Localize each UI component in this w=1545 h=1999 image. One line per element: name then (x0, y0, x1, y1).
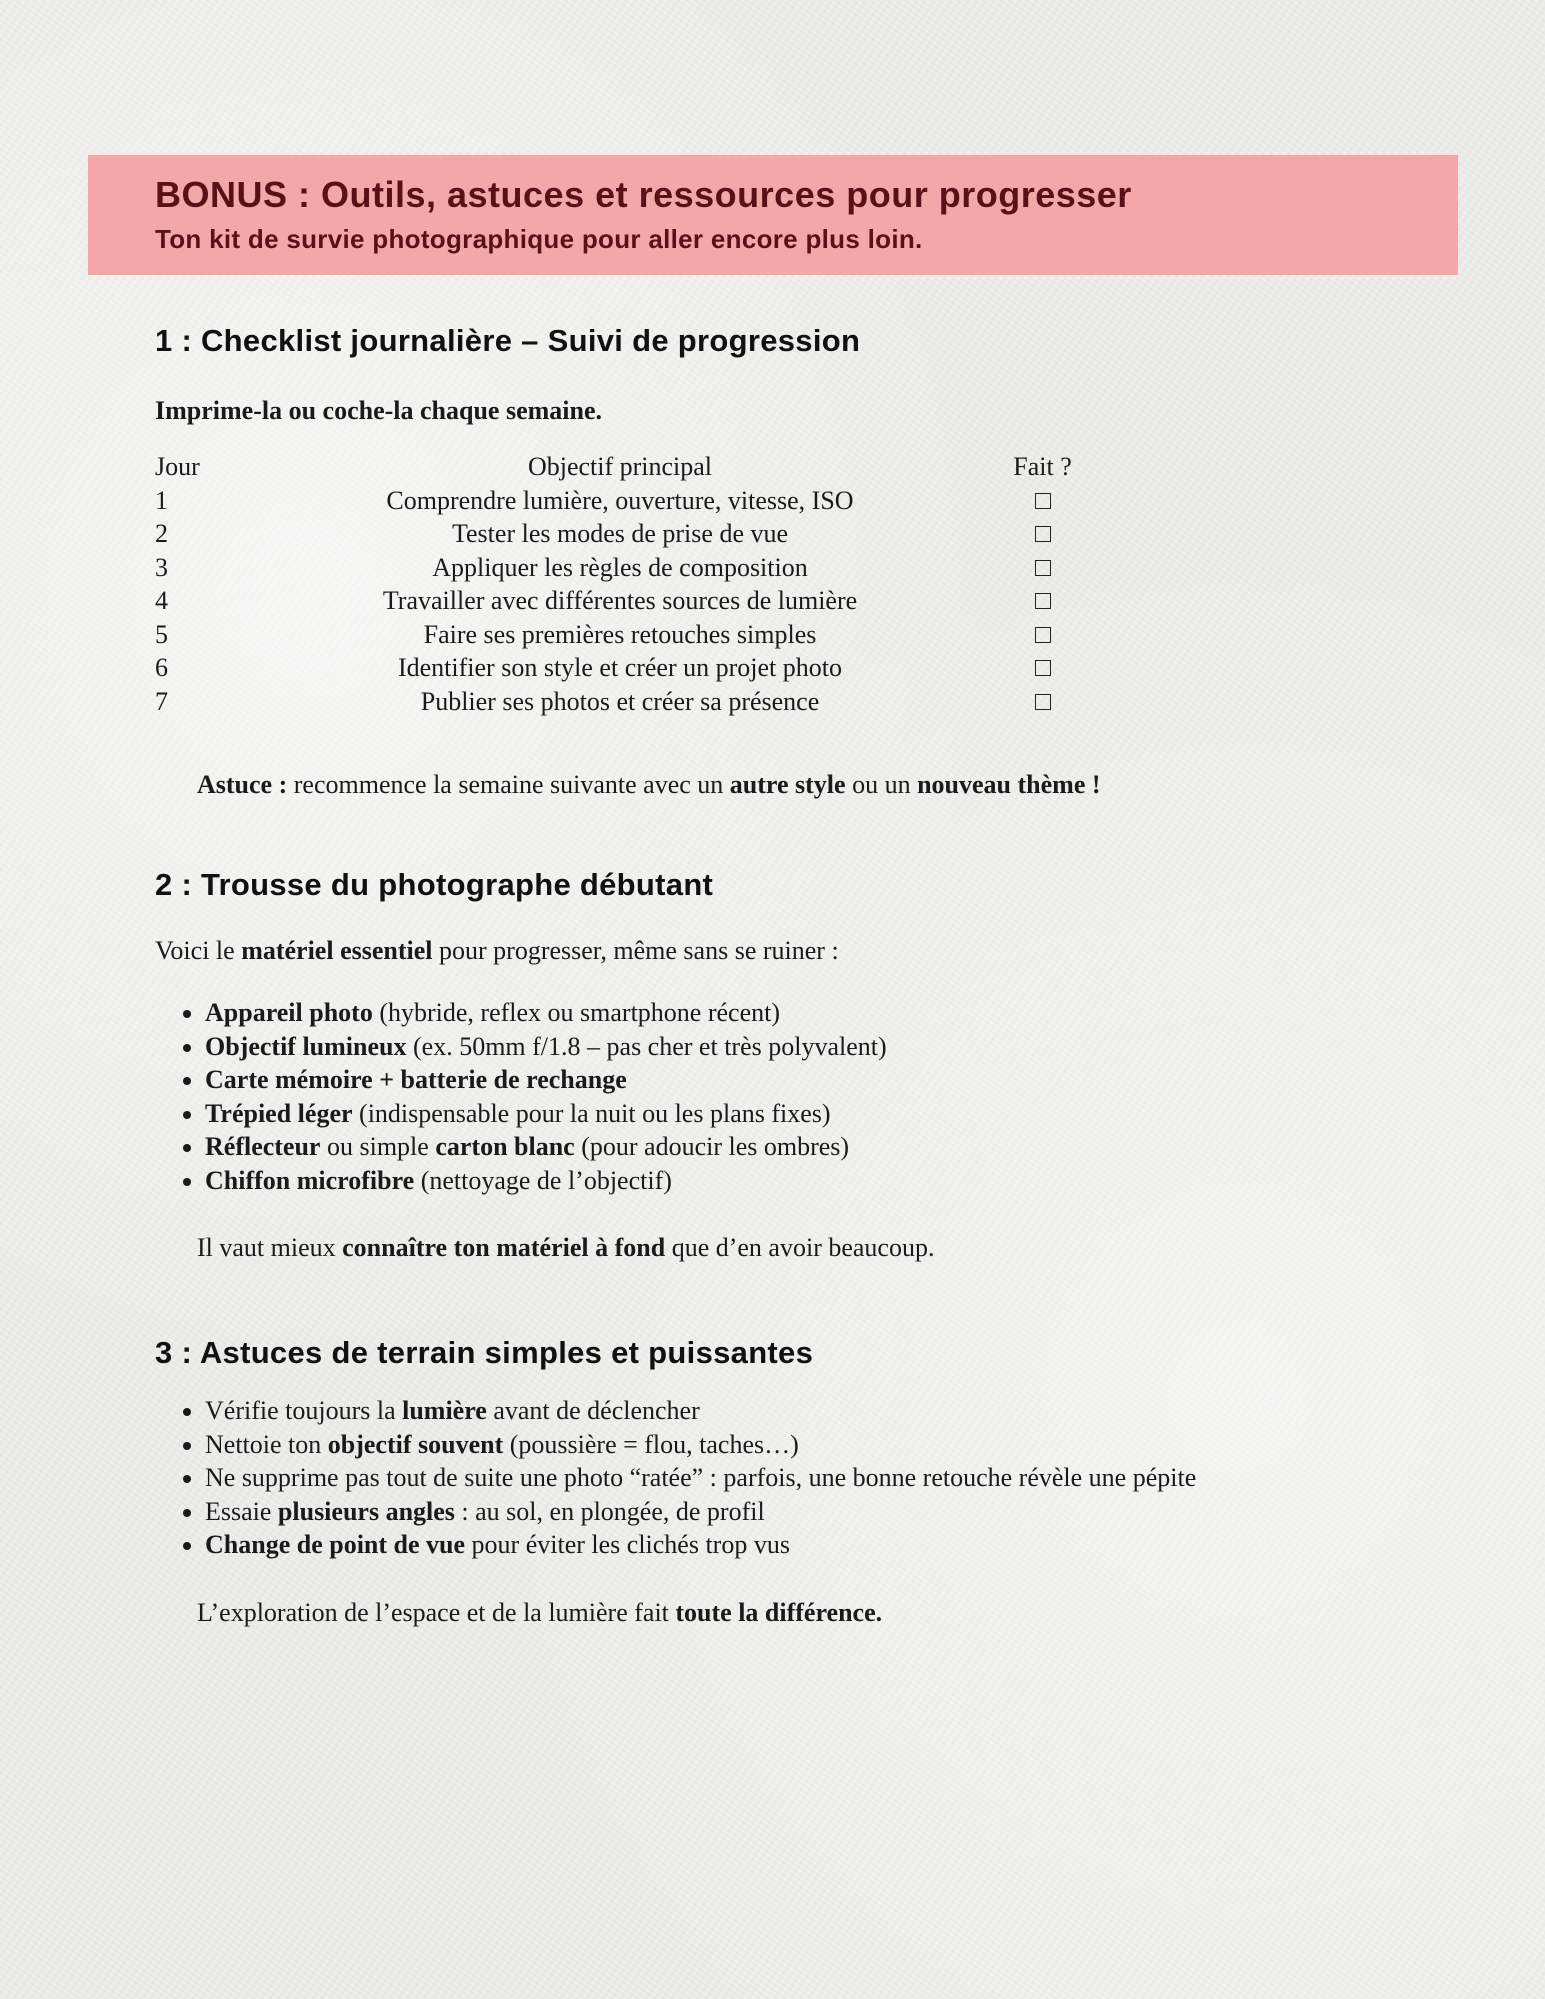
done-cell (970, 551, 1115, 585)
kit-closing (155, 1231, 1405, 1265)
objective-cell: Appliquer les règles de composition (432, 552, 808, 582)
tip-emphasis: autre style (729, 770, 846, 799)
list-item (205, 1063, 1405, 1097)
day-cell: 1 (155, 485, 168, 515)
item-text: avant de déclencher (486, 1396, 700, 1425)
table-row (155, 685, 1115, 719)
section-checklist (155, 318, 1405, 802)
objective-cell: Tester les modes de prise de vue (451, 519, 789, 548)
item-emphasis: Trépied léger (205, 1098, 353, 1128)
item-text: (pour adoucir les ombres) (574, 1132, 850, 1161)
list-item (205, 1130, 1405, 1164)
objective-cell: Travailler avec différentes sources de lumière (382, 586, 858, 615)
objective-cell: Publier ses photos et créer sa présence (420, 686, 820, 716)
item-text: (nettoyage de l’objectif) (414, 1165, 672, 1195)
table-header-row (155, 450, 1115, 484)
field-tips-list (155, 1394, 1405, 1562)
done-cell (970, 685, 1115, 719)
item-emphasis: lumière (402, 1396, 487, 1425)
item-emphasis: Carte mémoire + batterie de rechange (205, 1065, 627, 1094)
day-cell: 5 (155, 619, 168, 649)
checkbox-icon[interactable] (1035, 627, 1051, 643)
checkbox-icon[interactable] (1035, 660, 1051, 676)
lead-text: Voici le (155, 936, 242, 965)
item-text: (poussière = flou, taches…) (503, 1429, 799, 1459)
kit-lead (155, 934, 1405, 968)
closing-text: que d’en avoir beaucoup. (665, 1233, 935, 1262)
tip-text: recommence la semaine suivante avec un (287, 770, 730, 799)
document-body (155, 318, 1405, 1630)
item-text: Vérifie toujours la (205, 1396, 403, 1425)
checklist-table (155, 450, 1115, 718)
checkbox-icon[interactable] (1035, 560, 1051, 576)
table-row (155, 651, 1115, 685)
checkbox-icon[interactable] (1035, 694, 1051, 710)
item-text: Ne supprime pas tout de suite une photo “ratée” : parfois, une bonne retouche révèle une pépite (205, 1463, 1197, 1492)
list-item (205, 1164, 1405, 1198)
day-cell: 4 (155, 586, 168, 615)
closing-text: Il vaut mieux (197, 1233, 343, 1262)
checkbox-icon[interactable] (1035, 593, 1051, 609)
column-header-objective: Objectif principal (527, 452, 713, 481)
item-text: : au sol, en plongée, de profil (454, 1496, 765, 1526)
kit-list (155, 996, 1405, 1197)
day-cell: 3 (155, 552, 168, 582)
done-cell (970, 651, 1115, 685)
column-header-day: Jour (155, 452, 200, 481)
table-row (155, 484, 1115, 518)
list-item (205, 1394, 1405, 1428)
item-text: (hybride, reflex ou smartphone récent) (372, 998, 781, 1027)
section-heading: 1 : Checklist journalière – Suivi de progression (155, 323, 861, 358)
objective-cell: Identifier son style et créer un projet photo (397, 653, 843, 682)
lead-text: pour progresser, même sans se ruiner : (432, 936, 839, 965)
field-tips-closing (155, 1596, 1405, 1630)
section-field-tips (155, 1330, 1405, 1630)
item-text: pour éviter les clichés trop vus (465, 1530, 790, 1559)
item-emphasis: objectif souvent (327, 1429, 504, 1459)
item-emphasis: plusieurs angles (277, 1496, 455, 1526)
closing-emphasis: connaître ton matériel à fond (342, 1233, 666, 1262)
table-row (155, 551, 1115, 585)
item-text: (indispensable pour la nuit ou les plans fixes) (352, 1098, 831, 1128)
section-kit (155, 862, 1405, 1265)
section-heading: 3 : Astuces de terrain simples et puissantes (155, 1335, 814, 1370)
item-emphasis: Réflecteur (205, 1132, 321, 1161)
tip-text: ou un (845, 770, 918, 799)
list-item (205, 1495, 1405, 1529)
done-cell (970, 517, 1115, 551)
column-header-done: Fait ? (1013, 452, 1072, 481)
list-item (205, 1097, 1405, 1131)
table-row (155, 517, 1115, 551)
checkbox-icon[interactable] (1035, 526, 1051, 542)
table-row (155, 584, 1115, 618)
objective-cell: Faire ses premières retouches simples (423, 619, 817, 649)
title-banner (88, 155, 1458, 275)
list-item (205, 1461, 1405, 1495)
item-text: Essaie (205, 1496, 278, 1526)
day-cell: 7 (155, 686, 168, 716)
item-emphasis: Change de point de vue (205, 1530, 466, 1559)
list-item (205, 1428, 1405, 1462)
tip-paragraph (155, 768, 1405, 802)
list-item (205, 1528, 1405, 1562)
done-cell (970, 618, 1115, 652)
item-emphasis: Chiffon microfibre (205, 1165, 415, 1195)
checkbox-icon[interactable] (1035, 493, 1051, 509)
list-item (205, 996, 1405, 1030)
lead-emphasis: matériel essentiel (241, 936, 433, 965)
page-subtitle: Ton kit de survie photographique pour aller encore plus loin. (155, 224, 923, 254)
closing-emphasis: toute la différence. (675, 1597, 883, 1627)
section-heading: 2 : Trousse du photographe débutant (155, 867, 714, 902)
tip-emphasis: nouveau thème ! (917, 770, 1101, 799)
done-cell (970, 584, 1115, 618)
list-item (205, 1030, 1405, 1064)
item-emphasis: Appareil photo (205, 998, 373, 1027)
item-emphasis: carton blanc (435, 1132, 575, 1161)
item-text: Nettoie ton (205, 1429, 328, 1459)
day-cell: 2 (155, 519, 168, 548)
item-text: ou simple (320, 1132, 436, 1161)
checklist-intro: Imprime-la ou coche-la chaque semaine. (155, 396, 603, 425)
objective-cell: Comprendre lumière, ouverture, vitesse, ISO (386, 485, 854, 515)
item-emphasis: Objectif lumineux (205, 1031, 407, 1061)
item-text: (ex. 50mm f/1.8 – pas cher et très polyvalent) (406, 1031, 887, 1061)
done-cell (970, 484, 1115, 518)
page-title: BONUS : Outils, astuces et ressources pour progresser (155, 174, 1132, 215)
table-row (155, 618, 1115, 652)
closing-text: L’exploration de l’espace et de la lumière fait (197, 1597, 676, 1627)
tip-label: Astuce : (197, 770, 288, 799)
day-cell: 6 (155, 653, 168, 682)
